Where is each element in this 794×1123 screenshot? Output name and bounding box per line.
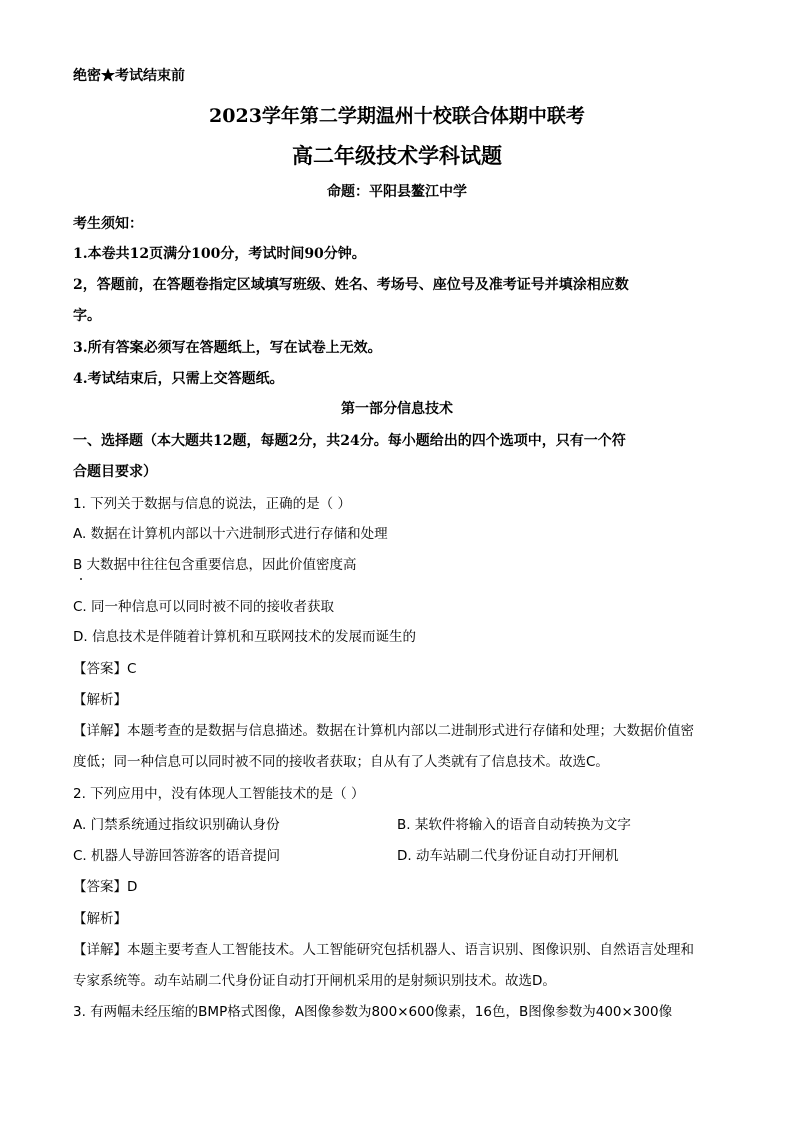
question-stem: 2. 下列应用中，没有体现人工智能技术的是（ ） (73, 786, 365, 802)
section-heading-cont: 合题目要求） (73, 464, 157, 480)
section-heading: 一、选择题（本大题共12题，每题2分，共24分。每小题给出的四个选项中，只有一个符 (73, 433, 626, 449)
question-stem: 3. 有两幅未经压缩的BMP格式图像，A图像参数为800×600像素，16色，B图像参数为400×300像 (73, 1004, 673, 1020)
option-d: D. 动车站刷二代身份证自动打开闸机 (397, 848, 619, 864)
detail-text: 【详解】本题主要考查人工智能技术。人工智能研究包括机器人、语言识别、图像识别、自然语言处理和 (73, 942, 694, 958)
detail-text: 专家系统等。动车站刷二代身份证自动打开闸机采用的是射频识别技术。故选D。 (73, 973, 556, 989)
notice-item: 3.所有答案必须写在答题纸上，写在试卷上无效。 (73, 340, 382, 356)
option-d: D. 信息技术是伴随着计算机和互联网技术的发展而诞生的 (73, 629, 416, 645)
question-setter: 命题：平阳县鳌江中学 (327, 184, 467, 200)
option-c: C. 机器人导游回答游客的语音提问 (73, 848, 281, 864)
notice-item: 2，答题前，在答题卷指定区域填写班级、姓名、考场号、座位号及准考证号并填涂相应数 (73, 277, 629, 293)
option-a: A. 数据在计算机内部以十六进制形式进行存储和处理 (73, 526, 388, 542)
detail-text: 度低；同一种信息可以同时被不同的接收者获取；自从有了人类就有了信息技术。故选C。 (73, 754, 609, 770)
part-title: 第一部分信息技术 (341, 401, 453, 417)
answer-label: 【答案】C (73, 661, 137, 677)
detail-text: 【详解】本题考查的是数据与信息描述。数据在计算机内部以二进制形式进行存储和处理；大数据价值密 (73, 723, 694, 739)
question-stem: 1. 下列关于数据与信息的说法，正确的是（ ） (73, 496, 351, 512)
notice-heading: 考生须知： (73, 216, 143, 232)
analysis-label: 【解析】 (73, 692, 127, 708)
option-a: A. 门禁系统通过指纹识别确认身份 (73, 817, 280, 833)
notice-item: 1.本卷共12页满分100分，考试时间90分钟。 (73, 246, 366, 262)
exam-subtitle: 高二年级技术学科试题 (292, 143, 502, 168)
stray-mark (80, 578, 82, 580)
option-b: B 大数据中往往包含重要信息，因此价值密度高 (73, 557, 357, 573)
exam-title: 2023学年第二学期温州十校联合体期中联考 (209, 105, 585, 127)
option-b: B. 某软件将输入的语音自动转换为文字 (397, 817, 631, 833)
answer-label: 【答案】D (73, 879, 138, 895)
option-c: C. 同一种信息可以同时被不同的接收者获取 (73, 599, 335, 615)
confidential-label: 绝密★考试结束前 (73, 68, 185, 84)
analysis-label: 【解析】 (73, 911, 127, 927)
notice-item: 4.考试结束后，只需上交答题纸。 (73, 371, 284, 387)
notice-item: 字。 (73, 308, 101, 324)
